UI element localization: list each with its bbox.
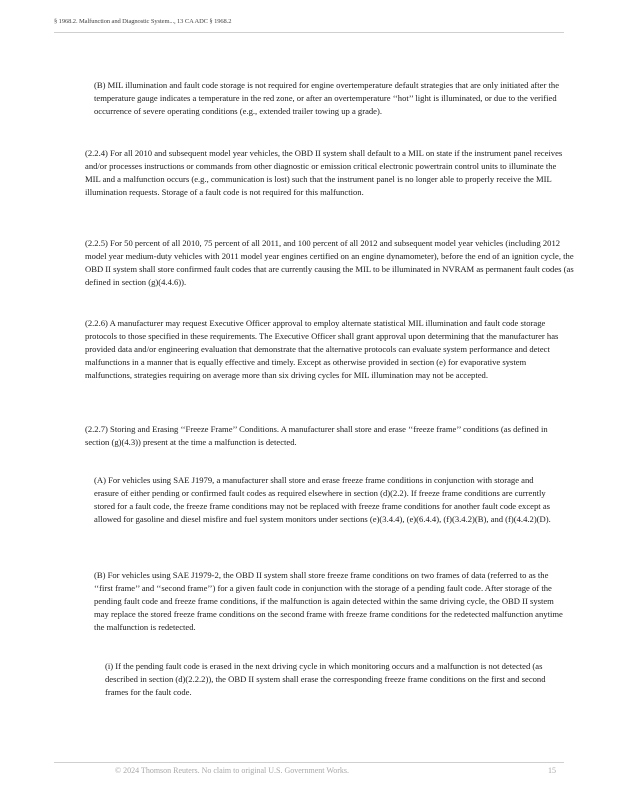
footer-copyright: © 2024 Thomson Reuters. No claim to original U.S. Government Works. xyxy=(115,766,350,775)
paragraph-2-2-7-b: (B) For vehicles using SAE J1979-2, the OBD II system shall store freeze frame conditions on two frames of data (referred to as the ‘‘first frame’’ and ‘‘second frame’’) for a given fault code in conjunction with the storage of a pending fault code. After storage of the pending fault code and freeze frame conditions, if the malfunction is again detected within the same driving cycle, the OBD II system may replace the stored freeze frame conditions on the second frame with freeze frame conditions for the redetected malfunction anytime the malfunction is redetected. xyxy=(94,570,563,632)
page-number: 15 xyxy=(548,766,556,775)
paragraph-2-2-7-a: (A) For vehicles using SAE J1979, a manufacturer shall store and erase freeze frame conditions in conjunction with storage and erasure of either pending or confirmed fault codes as required elsewhere in section (d)(2.2). If freeze frame conditions are currently stored for a fault code, the freeze frame conditions may not be replaced with freeze frame conditions for another fault code except as allowed for gasoline and diesel misfire and fuel system monitors under sections (e)(3.4.4), (e)(6.4.4), (f)(3.4.2)(B), and (f)(4.4.2)(D). xyxy=(94,475,551,524)
paragraph-b-overtemperature: (B) MIL illumination and fault code storage is not required for engine overtemperature default strategies that are only initiated after the temperature gauge indicates a temperature in the red zone, or after an overtemperature ‘‘hot’’ light is illuminated, or due to the verified occurrence of severe operating conditions (e.g., extended trailer towing up a grade). xyxy=(94,80,560,116)
footer-divider xyxy=(54,762,564,763)
paragraph-2-2-5: (2.2.5) For 50 percent of all 2010, 75 percent of all 2011, and 100 percent of all 2012 and subsequent model year vehicles (including 2012 model year medium-duty vehicles with 2011 model year engines certified on an engine dynamometer), before the end of an ignition cycle, the OBD II system shall store confirmed fault codes that are currently causing the MIL to be illuminated in NVRAM as permanent fault codes (as defined in section (g)(4.4.6)). xyxy=(85,238,574,287)
paragraph-2-2-6: (2.2.6) A manufacturer may request Executive Officer approval to employ alternate statistical MIL illumination and fault code storage protocols to those specified in these requirements. The Executive Officer shall grant approval upon determining that the manufacturer has provided data and/or engineering evaluation that demonstrate that the alternative protocols can evaluate system performance and detect malfunctions in a manner that is equally effective and timely. Except as otherwise provided in section (e) for evaporative system malfunctions, strategies requiring on average more than six driving cycles for MIL illumination may not be accepted. xyxy=(85,318,559,380)
paragraph-2-2-7-b-i: (i) If the pending fault code is erased in the next driving cycle in which monitoring occurs and a malfunction is not detected (as described in section (d)(2.2.2)), the OBD II system shall erase the corresponding freeze frame conditions on the first and second frames for the fault code. xyxy=(105,661,546,697)
header-divider xyxy=(54,32,564,33)
running-header: § 1968.2. Malfunction and Diagnostic System..., 13 CA ADC § 1968.2 xyxy=(54,18,232,25)
paragraph-2-2-7: (2.2.7) Storing and Erasing ‘‘Freeze Frame’’ Conditions. A manufacturer shall store and erase ‘‘freeze frame’’ conditions (as defined in section (g)(4.3)) present at the time a malfunction is detected. xyxy=(85,424,548,447)
paragraph-2-2-4: (2.2.4) For all 2010 and subsequent model year vehicles, the OBD II system shall default to a MIL on state if the instrument panel receives and/or processes instructions or commands from other diagnostic or emission critical electronic powertrain control units to illuminate the MIL and a malfunction occurs (e.g., communication is lost) such that the instrument panel is no longer able to properly receive the MIL illumination requests. Storage of a fault code is not required for this malfunction. xyxy=(85,148,563,197)
